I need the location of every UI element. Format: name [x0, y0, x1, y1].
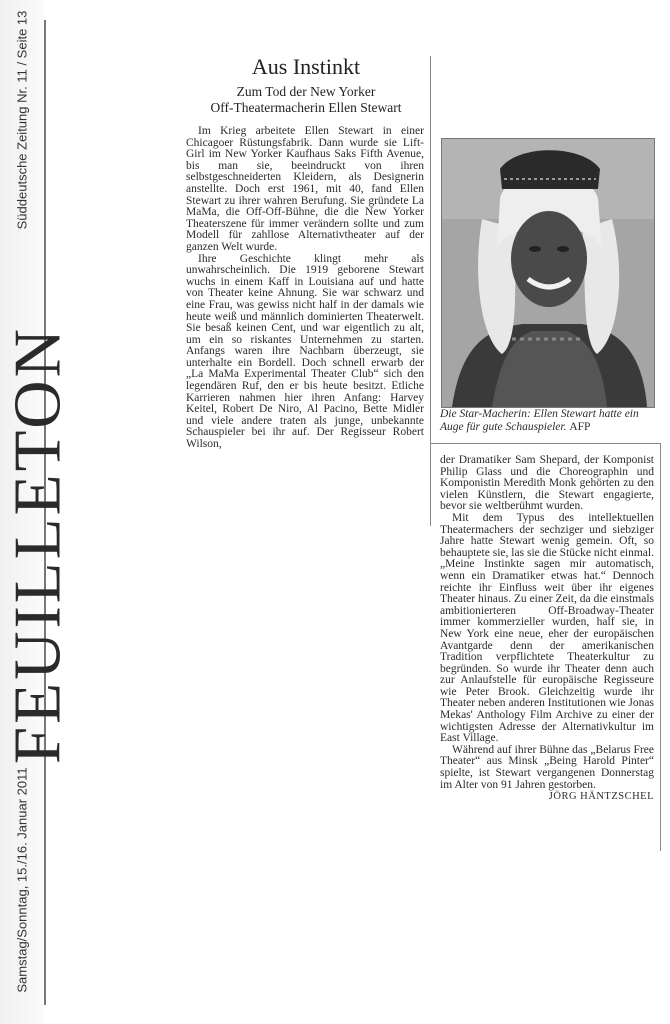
issue-date: Samstag/Sonntag, 15./16. Januar 2011	[14, 767, 30, 993]
paragraph: der Dramatiker Sam Shepard, der Komponist Philip Glass und die Choreographin und Komponistin Meredith Monk gehörten zu den vielen Künstlern, die Stewart engagierte, bevor sie weltberühmt wurden.	[440, 454, 654, 513]
portrait-photo	[441, 138, 655, 408]
headline: Aus Instinkt	[251, 54, 361, 79]
caption-text: Die Star-Macherin: Ellen Stewart hatte ein Auge für gute Schauspieler.	[440, 408, 639, 433]
subheadline	[186, 84, 426, 116]
paragraph: Im Krieg arbeitete Ellen Stewart in einer Chicagoer Rüstungsfabrik. Dann wurde sie Lift-Girl im New Yorker Kaufhaus Saks Fifth Avenue, bis man sie, beeindruckt von ihren selbstgeschneiderten Kleidern, als Designerin anstellte. Doch erst 1961, mit 40, fand Ellen Stewart zu ihrer wahren Berufung. Sie gründete La MaMa, die Off-Off-Bühne, die die New Yorker Theaterszene für immer verändern sollte und zum Modell für zahllose Alternativtheater auf der ganzen Welt wurde.	[186, 125, 424, 253]
photo-caption	[440, 408, 655, 434]
paragraph: Mit dem Typus des intellektuellen Theatermachers der sechziger und siebziger Jahre hatte Stewart wenig gemein. Oft, so behauptete sie, las sie die Stücke nicht einmal. „Meine Instinkte sagen mir automatisch, wenn ein Dramatiker etwas hat.“ Dennoch reichte ihr Einfluss weit über ihr eigenes Theater hinaus. Zu einer Zeit, da die einstmals ambitionierteren Off-Broadway-Theater immer kommerzieller wurden, half sie, in New York eine neue, eher der europäischen Avantgarde denn der amerikanischen Tradition verpflichtete Theaterkultur zu begründen. So wurde ihr Theater denn auch zur Anlaufstelle für europäische Regisseure wie Peter Brook. Gleichzeitig wurde ihr Theater neben anderen Institutionen wie Jonas Mekas' Anthology Film Archive zu einer der wichtigsten Adresse der Alternativkultur im East Village.	[440, 511, 654, 745]
portrait-image	[442, 139, 654, 407]
column-rule-horizontal	[431, 443, 661, 444]
article-column-1	[186, 126, 424, 451]
paragraph: Ihre Geschichte klingt mehr als unwahrscheinlich. Die 1919 geborene Stewart wuchs in einem Kaff in Louisiana auf und hatte von Theater keine Ahnung. Sie war schwarz und eine Frau, was gewiss nicht half in der damals wie heute weiß und männlich dominierten Theaterwelt. Sie besaß keinen Cent, und war eigentlich zu alt, um ein so riskantes Unternehmen zu starten. Anfangs waren ihre Nachbarn überzeugt, sie unterhalte ein Bordell. Doch schnell erwarb der „La MaMa Experimental Theater Club“ sich den legendären Ruf, den er bis heute besitzt. Etliche Karrieren nahmen hier ihren Anfang: Harvey Keitel, Robert De Niro, Al Pacino, Bette Midler und viele andere traten als junge, unbekannte Schauspieler bei ihr auf. Der Regisseur Robert Wilson,	[186, 252, 424, 451]
section-title: FEUILLETON	[0, 325, 75, 765]
subheadline-line-1: Zum Tod der New Yorker	[236, 84, 376, 99]
subheadline-line-2: Off-Theatermacherin Ellen Stewart	[210, 100, 402, 115]
article-column-2	[440, 455, 654, 803]
source-line: Süddeutsche Zeitung Nr. 11 / Seite 13	[14, 10, 30, 230]
column-rule-vertical	[430, 56, 431, 526]
caption-source: AFP	[569, 421, 591, 433]
column-rule-right	[660, 443, 661, 851]
author-byline: JÖRG HÄNTZSCHEL	[548, 791, 654, 803]
paragraph: Während auf ihrer Bühne das „Belarus Free Theater“ aus Minsk „Being Harold Pinter“ spielte, ist Stewart vergangenen Donnerstag im Alter von 91 Jahren gestorben.	[440, 743, 654, 791]
